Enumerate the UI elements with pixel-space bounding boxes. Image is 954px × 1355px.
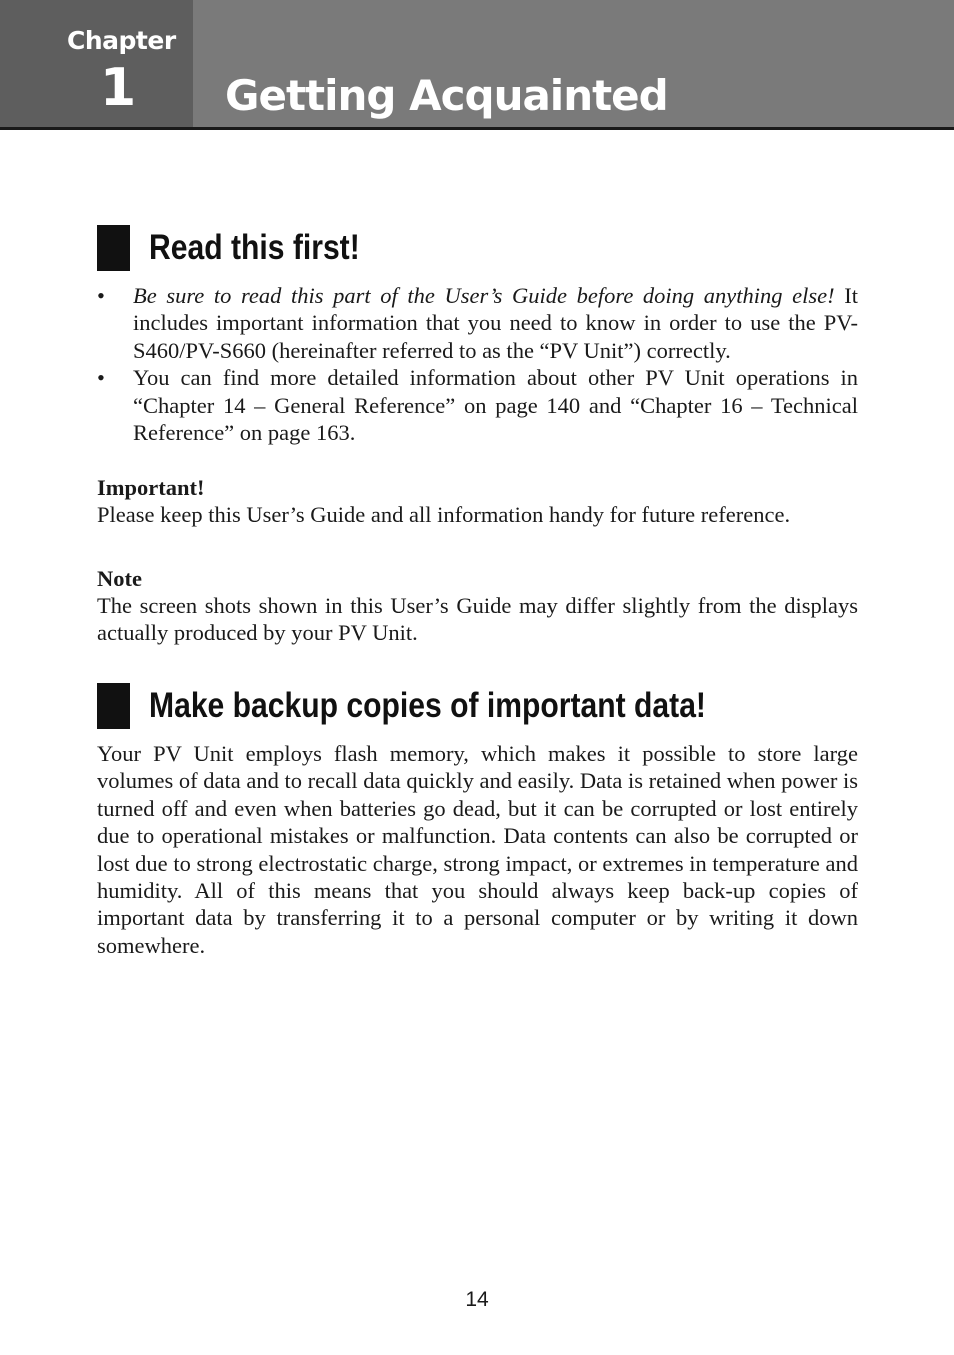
bullet-list [97, 282, 858, 446]
note-label: Note [97, 566, 142, 591]
important-text: Please keep this User’s Guide and all information handy for future reference. [97, 502, 791, 527]
heading-marker-icon [97, 225, 130, 271]
section-heading-backup [97, 683, 797, 729]
heading-marker-icon [97, 683, 130, 729]
backup-paragraph: Your PV Unit employs flash memory, which makes it possible to store large volumes of data and to recall data quickly and easily. Data is retained when power is turned off and even when batteries go dead, but it can be corrupted or lost entirely due to operational mistakes or malfunction. Data contents can also be corrupted or lost due to strong electrostatic charge, strong impact, or extremes in temperature and humidity. All of this means that you should always keep back-up copies of important data by transferring it to a personal computer or by writing it down somewhere. [97, 741, 858, 958]
bullet-icon: • [97, 365, 105, 391]
section-heading-text: Make backup copies of important data! [149, 686, 706, 725]
section-heading-read-first [97, 225, 394, 271]
section-heading-text: Read this first! [149, 228, 360, 267]
chapter-header [0, 0, 954, 130]
bullet-text: You can find more detailed information about other PV Unit operations in “Chapter 14 – General Reference” on page 140 and “Chapter 16 – Technical Reference” on page 163. [133, 365, 858, 446]
chapter-tab [0, 0, 193, 127]
bullet-icon: • [97, 283, 105, 308]
list-item [97, 282, 858, 364]
list-item [97, 364, 858, 446]
bullet-text: It includes important information that you need to know in order to use the PV-S460/PV-S660 (hereinafter referred to as the “PV Unit”) correctly. [133, 283, 858, 363]
important-label: Important! [97, 475, 205, 500]
chapter-label: Chapter [67, 26, 176, 55]
chapter-number: 1 [100, 58, 137, 118]
page-number: 14 [465, 1288, 489, 1311]
emphasis-text: Be sure to read this part of the User’s Guide before doing anything else! [133, 283, 835, 308]
chapter-title: Getting Acquainted [225, 71, 668, 120]
note-text: The screen shots shown in this User’s Guide may differ slightly from the displays actually produced by your PV Unit. [97, 593, 858, 646]
